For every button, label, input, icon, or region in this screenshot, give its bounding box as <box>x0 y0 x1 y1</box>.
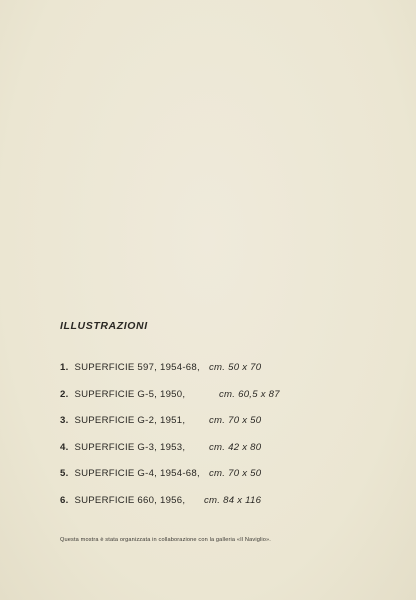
item-title: SUPERFICIE G-2, 1951, <box>74 415 186 426</box>
list-item <box>60 468 360 495</box>
item-dimensions: cm. 42 x 80 <box>209 441 262 453</box>
item-number: 6. <box>60 494 69 506</box>
list-item <box>60 362 360 389</box>
item-title: SUPERFICIE G-5, 1950, <box>74 388 186 400</box>
list-item <box>60 389 360 416</box>
item-number: 3. <box>60 415 69 426</box>
item-title: SUPERFICIE G-4, 1954-68, <box>74 468 200 479</box>
item-dimensions: cm. 84 x 116 <box>204 494 262 506</box>
list-item <box>60 495 360 522</box>
section-heading: ILLUSTRAZIONI <box>60 320 148 332</box>
footnote: Questa mostra è stata organizzata in collaborazione con la galleria «Il Naviglio». <box>60 537 271 543</box>
item-dimensions: cm. 60,5 x 87 <box>219 388 280 400</box>
item-title: SUPERFICIE 660, 1956, <box>74 494 186 506</box>
illustrations-list <box>60 362 360 521</box>
item-number: 1. <box>60 362 69 373</box>
item-number: 4. <box>60 441 69 453</box>
list-item <box>60 442 360 469</box>
item-title: SUPERFICIE G-3, 1953, <box>74 441 186 453</box>
item-dimensions: cm. 70 x 50 <box>209 415 262 426</box>
item-title: SUPERFICIE 597, 1954-68, <box>74 362 200 373</box>
list-item <box>60 415 360 442</box>
item-number: 2. <box>60 388 69 400</box>
item-number: 5. <box>60 468 69 479</box>
item-dimensions: cm. 50 x 70 <box>209 362 262 373</box>
item-dimensions: cm. 70 x 50 <box>209 468 262 479</box>
